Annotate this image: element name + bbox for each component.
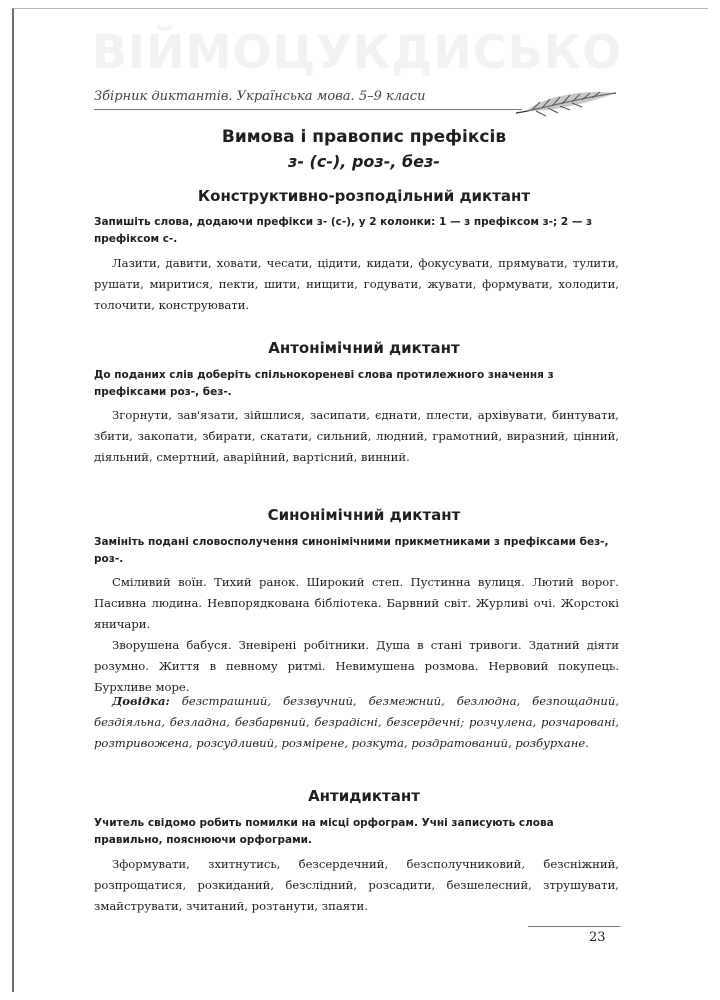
reference-label: Довідка:	[112, 694, 170, 708]
text-synonym-paragraph-2: Зворушена бабуся. Зневірені робітники. Душа в стані тривоги. Здатний діяти розумно. Життя в певному ритмі. Невимушена розмова. Нервовий покупець. Бурхливе море.	[94, 638, 619, 694]
reference-block	[94, 691, 619, 754]
feather-ornament-icon	[512, 89, 620, 119]
topic-subtitle: з- (с-), роз-, без-	[288, 152, 440, 171]
text-antidictation: Зформувати, зхитнутись, безсердечний, безсполучниковий, безсніжний, розпрощатися, розкиданий, безслідний, розсадити, безшелесний, зтрушувати, змайструвати, зчитаний, розтанути, зпаяти.	[94, 857, 619, 913]
running-header: Збірник диктантів. Українська мова. 5–9 класи	[94, 89, 426, 104]
document-page	[12, 8, 708, 992]
text-constructive: Лазити, давити, ховати, чесати, цідити, кидати, фокусувати, прямувати, тулити, рушати, миритися, пекти, шити, нищити, годувати, жувати, формувати, холодити, толочити, конструювати.	[94, 256, 619, 312]
instruction-synonym: Замініть подані словосполучення синонімічними прикметниками з префіксами без-, роз-.	[94, 536, 609, 565]
footer-rule	[528, 926, 620, 927]
text-synonym-paragraph-1: Сміливий воїн. Тихий ранок. Широкий степ. Пустинна вулиця. Лютий ворог. Пасивна людина. Невпорядкована бібліотека. Барвний світ. Журливі очі. Жорстокі яничари.	[94, 575, 619, 631]
section-title-antonym: Антонімічний диктант	[268, 339, 460, 357]
instruction-constructive: Запишіть слова, додаючи префікси з- (с-), у 2 колонки: 1 — з префіксом з-; 2 — з префіксом с-.	[94, 216, 593, 245]
instruction-antidictation: Учитель свідомо робить помилки на місці орфограм. Учні записують слова правильно, пояснюючи орфограми.	[94, 817, 554, 846]
header-watermark: ВІЙМОЦУКДИСЬКО	[92, 25, 623, 79]
section-title-antidictation: Антидиктант	[308, 787, 420, 805]
header-rule	[94, 109, 522, 110]
topic-title: Вимова і правопис префіксів	[221, 127, 507, 147]
section-title-synonym: Синонімічний диктант	[267, 506, 461, 524]
instruction-antonym: До поданих слів доберіть спільнокореневі слова протилежного значення з префіксами роз-, без-.	[94, 369, 554, 398]
reference-words: безстрашний, беззвучний, безмежний, безлюдна, безпощадний, бездіяльна, безладна, безбарвний, безрадісні, безсердечні; розчулена, розчаровані, розтривожена, розсудливий, розмірене, розкута, роздратований, розбурхане.	[94, 694, 620, 750]
section-title-constructive: Конструктивно-розподільний диктант	[197, 187, 531, 205]
text-antonym: Згорнути, зав'язати, зійшлися, засипати, єднати, плести, архівувати, бинтувати, збити, закопати, збирати, скатати, сильний, людний, грамотний, виразний, цінний, діяльний, смертний, аварійний, вартісний, винний.	[94, 408, 619, 464]
page-number: 23	[589, 930, 606, 945]
